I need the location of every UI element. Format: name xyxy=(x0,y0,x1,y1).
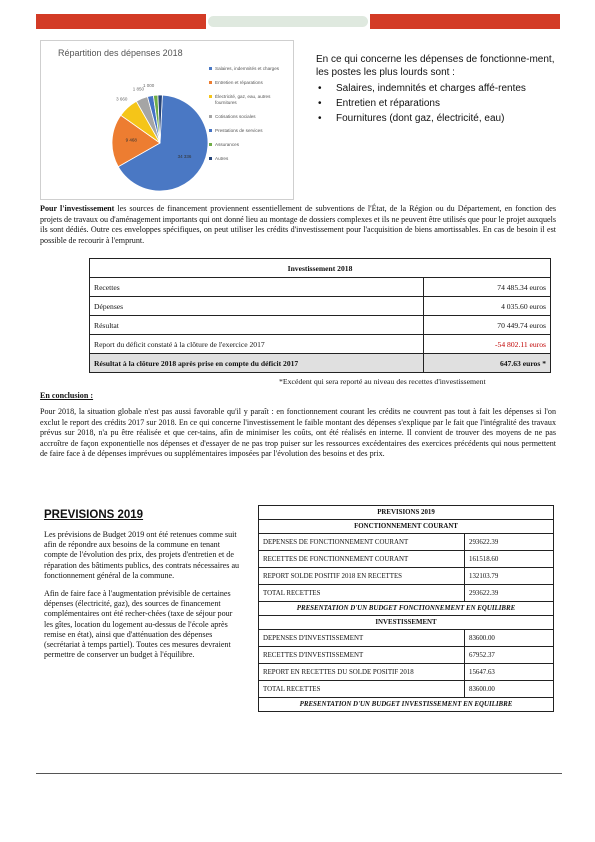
table-row: TOTAL RECETTES 83600.00 xyxy=(259,681,554,698)
table-row: DEPENSES DE FONCTIONNEMENT COURANT 293622.39 xyxy=(259,534,554,551)
previsions-para-1: Les prévisions de Budget 2019 ont été retenues comme suit afin de répondre aux besoins de la commune en tenant compte de l'évolution des prix, des projets d'entretien et de réparation des bâtiments publics, des contrats nécessaires au fonctionnement général de la commune. xyxy=(44,530,240,580)
legend-item xyxy=(209,80,291,85)
investment-table xyxy=(89,258,551,373)
intro-list xyxy=(316,83,556,128)
prev-table-title: PREVISIONS 2019 xyxy=(259,506,554,520)
inv-header: INVESTISSEMENT xyxy=(259,616,554,630)
chart-legend xyxy=(209,66,291,171)
table-row: TOTAL RECETTES 293622.39 xyxy=(259,585,554,602)
previsions-title: PREVISIONS 2019 xyxy=(44,509,144,521)
table-row: Résultat 70 449.74 euros xyxy=(90,316,551,335)
footer-divider xyxy=(36,773,562,774)
investment-lead: Pour l'investissement xyxy=(40,204,115,213)
table-row: REPORT EN RECETTES DU SOLDE POSITIF 2018 15647.63 xyxy=(259,664,554,681)
legend-item xyxy=(209,128,291,133)
list-item: • Fournitures (dont gaz, électricité, eau) xyxy=(318,113,505,124)
bullet-icon: • xyxy=(318,83,322,94)
legend-label: Salaires, indemnités et charges xyxy=(215,66,280,71)
fonct-header: FONCTIONNEMENT COURANT xyxy=(259,520,554,534)
legend-swatch xyxy=(209,95,212,98)
conclusion-heading: En conclusion : xyxy=(40,391,94,400)
legend-swatch xyxy=(209,115,212,118)
conclusion-text: Pour 2018, la situation globale n'est pas aussi favorable qu'il y paraît : en fonctionnement courant les crédits ne couvrent pas tout à fait les dépenses si l'on exclut le report des crédits 2017 sur 2018. En ce qui concerne l'investissement le faible montant des dépenses s'explique par le fait que l'intégralité des travaux prévus sur 2018, n'a pu être réalisée et que cer-tains, afin de minimiser les coûts, ont été réalisés en interne. Il convient de trouver des moyens de ne pas accroître de façon exponentielle nos dépenses et d'essayer de ne pas trop puiser sur les ressources excédentaires des exercices précédents qui nous permettent de faire face à de dépenses imprévues ou supplémentaires imposées par l'évolution des besoins et des prix. xyxy=(40,407,556,459)
legend-label: Cotisations sociales xyxy=(215,113,256,119)
legend-item xyxy=(209,142,291,147)
table-row: RECETTES D'INVESTISSEMENT 67952.37 xyxy=(259,647,554,664)
legend-label: Entretien et réparations xyxy=(215,80,263,86)
legend-swatch xyxy=(209,81,212,84)
previsions-table xyxy=(258,505,554,712)
previsions-para-2: Afin de faire face à l'augmentation prévisible de certaines dépenses (électricité, gaz), des sources de financement complémentaires ont été recher-chées (taxe de séjour pour les gîtes, location du logement au-dessus de l'école après remise en état), ainsi que d'atténuation des dépenses (secrétariat à temps partiel). Toutes ces mesures devraient permettre de conserver un budget à l'équilibre. xyxy=(44,589,233,660)
investment-body: les sources de financement proviennent essentiellement de subventions de l'État, de la Région ou du Département, en fonction des projets de travaux ou d'aménagement importants qui ont donné lieu au montage de dossiers complexes et ils ne peuvent être utilisés que pour le projet auxquels ils sont dédiés. Outre ces enveloppes spécifiques, on peut utiliser les crédits d'investissement pour l'acquisition de biens amortissables. En cas de besoin il est possible de recourir à l'emprunt. xyxy=(40,204,556,245)
header-pill xyxy=(208,16,368,27)
fonct-footer: PRESENTATION D'UN BUDGET FONCTIONNEMENT EN EQUILIBRE xyxy=(259,602,554,616)
legend-item xyxy=(209,94,291,104)
previsions-text xyxy=(44,530,242,668)
legend-label: Autres xyxy=(215,156,229,162)
invest-table-title: Investissement 2018 xyxy=(90,259,551,278)
table-row: REPORT SOLDE POSITIF 2018 EN RECETTES 132103.79 xyxy=(259,568,554,585)
list-item: • Entretien et réparations xyxy=(318,98,440,109)
bullet-icon: • xyxy=(318,98,322,109)
table-row: Report du déficit constaté à la clôture de l'exercice 2017 -54 802.11 euros xyxy=(90,335,551,354)
legend-item xyxy=(209,66,291,71)
legend-item xyxy=(209,114,291,119)
table-row: Dépenses 4 035.60 euros xyxy=(90,297,551,316)
header-bar-right xyxy=(370,14,560,29)
legend-swatch xyxy=(209,67,212,70)
investment-paragraph xyxy=(40,204,556,246)
legend-swatch xyxy=(209,157,212,160)
legend-item xyxy=(209,156,291,161)
inv-footer: PRESENTATION D'UN BUDGET INVESTISSEMENT EN EQUILIBRE xyxy=(259,698,554,712)
table-row: RECETTES DE FONCTIONNEMENT COURANT 161518.60 xyxy=(259,551,554,568)
pie-data-label: 34 336 xyxy=(177,154,192,160)
table-row: Recettes 74 485.34 euros xyxy=(90,278,551,297)
bullet-icon: • xyxy=(318,113,322,124)
legend-label: Électricité, gaz, eau, autres fournitures xyxy=(215,94,271,105)
legend-label: Assurances xyxy=(215,142,240,148)
legend-swatch xyxy=(209,143,212,146)
header-bar-left xyxy=(36,14,206,29)
pie-data-label: 3 660 xyxy=(116,96,128,102)
list-item: • Salaires, indemnités et charges affé-rentes xyxy=(318,83,526,94)
legend-swatch xyxy=(209,129,212,132)
chart-title: Répartition des dépenses 2018 xyxy=(58,48,183,58)
pie-data-label: 1 000 xyxy=(142,83,155,89)
invest-footnote: *Excédent qui sera reporté au niveau des recettes d'investissement xyxy=(279,377,486,386)
table-row-total: Résultat à la clôture 2018 après prise en compte du déficit 2017 647.63 euros * xyxy=(90,354,551,373)
table-row: DEPENSES D'INVESTISSEMENT 83600.00 xyxy=(259,630,554,647)
intro-text: En ce qui concerne les dépenses de fonctionne-ment, les postes les plus lourds sont : xyxy=(316,54,555,78)
legend-label: Prestations de services xyxy=(215,128,263,134)
pie-data-label: 9 468 xyxy=(125,137,137,143)
pie-data-label: 1 850 xyxy=(132,86,144,92)
